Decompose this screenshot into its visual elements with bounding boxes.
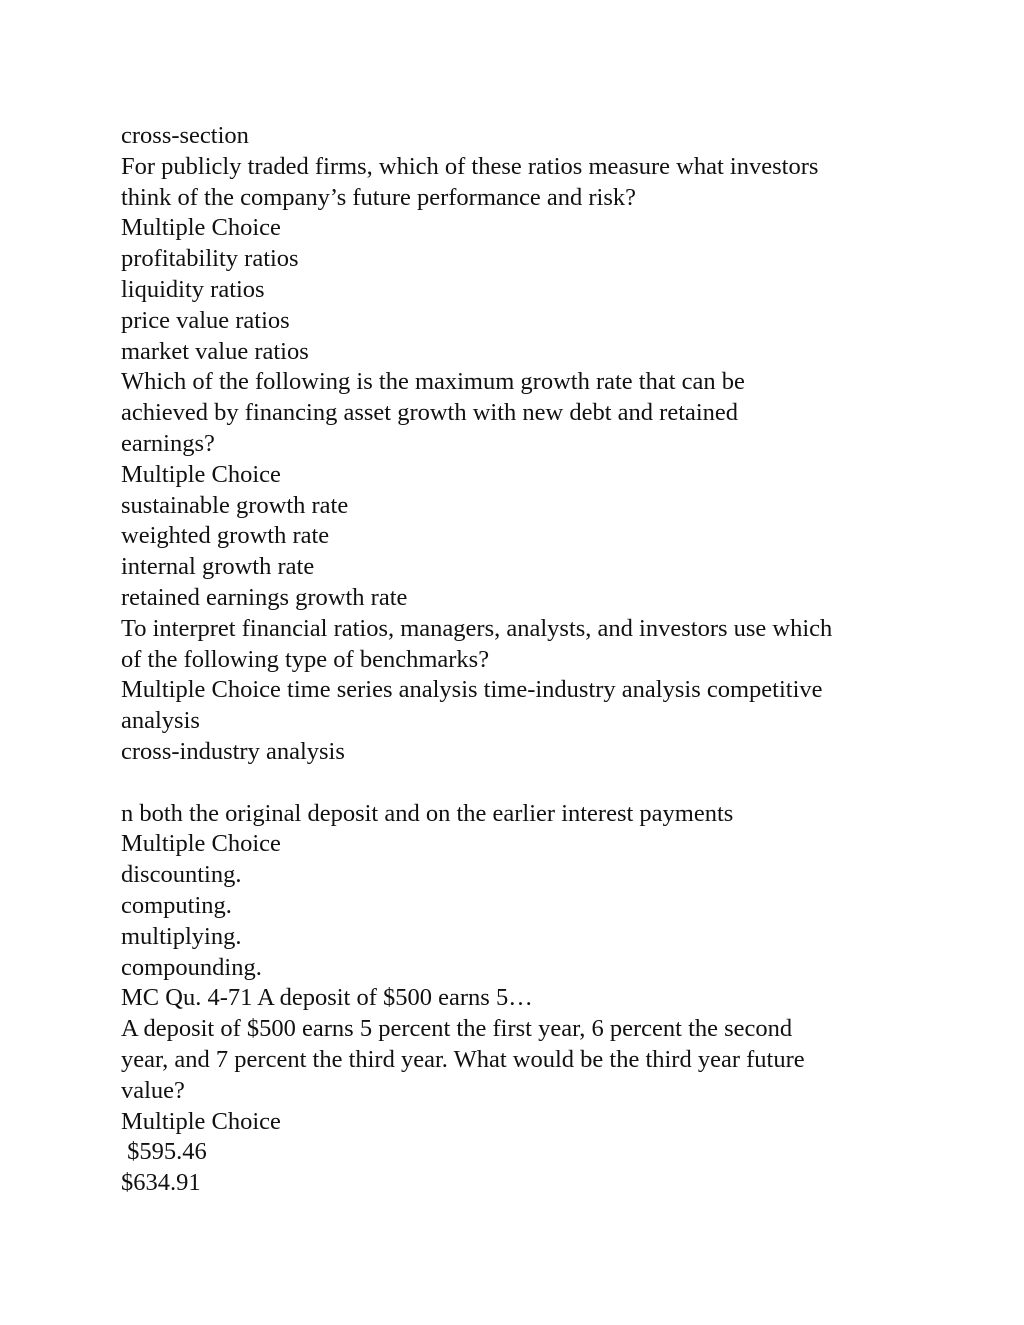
answer-option: market value ratios	[121, 337, 309, 365]
answer-option: $595.46	[121, 1138, 207, 1166]
question-text: For publicly traded firms, which of these ratios measure what investors	[121, 152, 819, 180]
multiple-choice-label: Multiple Choice	[121, 460, 281, 488]
question-heading: MC Qu. 4-71 A deposit of $500 earns 5…	[121, 984, 533, 1012]
answer-option: price value ratios	[121, 306, 290, 334]
question-text: earnings?	[121, 429, 215, 457]
answer-option: discounting.	[121, 861, 242, 889]
multiple-choice-label: Multiple Choice	[121, 1107, 281, 1135]
answer-option: liquidity ratios	[121, 275, 265, 303]
answer-option: cross-industry analysis	[121, 737, 345, 765]
answer-option: analysis	[121, 707, 200, 735]
answer-option: sustainable growth rate	[121, 491, 349, 519]
answer-option: retained earnings growth rate	[121, 583, 408, 611]
answer-option: profitability ratios	[121, 245, 299, 273]
question-text: think of the company’s future performance and risk?	[121, 183, 637, 211]
multiple-choice-label: Multiple Choice	[121, 214, 281, 242]
question-text: Which of the following is the maximum growth rate that can be	[121, 368, 745, 396]
question-text: achieved by financing asset growth with new debt and retained	[121, 399, 739, 427]
text-line: cross-section	[121, 122, 249, 149]
question-text: of the following type of benchmarks?	[121, 645, 490, 673]
answer-option: weighted growth rate	[121, 522, 330, 550]
question-text: To interpret financial ratios, managers, analysts, and investors use which	[121, 614, 833, 642]
answer-option: multiplying.	[121, 922, 242, 950]
answer-option: computing.	[121, 891, 232, 919]
answer-option: internal growth rate	[121, 553, 315, 581]
answer-option: compounding.	[121, 953, 262, 981]
answer-options-inline: Multiple Choice time series analysis time-industry analysis competitive	[121, 676, 823, 704]
question-text: year, and 7 percent the third year. What would be the third year future	[121, 1045, 805, 1073]
question-text: A deposit of $500 earns 5 percent the first year, 6 percent the second	[121, 1015, 793, 1043]
document-text	[121, 121, 921, 1199]
blank-line	[121, 768, 921, 799]
question-text: n both the original deposit and on the earlier interest payments	[121, 799, 734, 827]
multiple-choice-label: Multiple Choice	[121, 830, 281, 858]
question-text: value?	[121, 1076, 185, 1104]
answer-option: $634.91	[121, 1169, 201, 1197]
